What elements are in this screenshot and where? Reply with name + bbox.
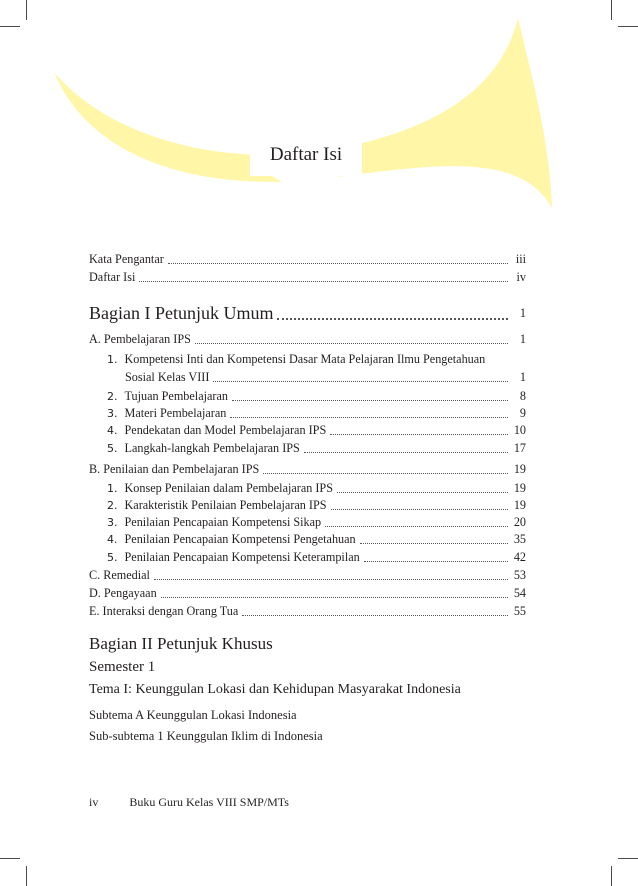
page-footer (89, 795, 289, 810)
leader-dots (364, 560, 508, 562)
toc-section-e[interactable] (89, 604, 526, 619)
toc-part-label: Bagian I Petunjuk Umum (89, 303, 274, 323)
toc-entry-label: Sosial Kelas VIII (125, 370, 210, 384)
item-number: 1. (107, 482, 118, 495)
toc-entry-label: B. Penilaian dan Pembelajaran IPS (89, 462, 260, 476)
toc-entry-label: Kata Pengantar (89, 252, 164, 266)
leader-dots (232, 399, 508, 401)
toc-entry-kata-pengantar[interactable] (89, 252, 526, 267)
toc-page-number: 10 (513, 423, 526, 437)
toc-entry-label: A. Pembelajaran IPS (89, 332, 191, 346)
toc-item-a4[interactable] (107, 423, 526, 438)
leader-dots (331, 508, 508, 510)
toc-entry-label: Pendekatan dan Model Pembelajaran IPS (124, 423, 327, 437)
toc-item-b4[interactable] (107, 532, 526, 547)
toc-page-number: 19 (513, 498, 526, 512)
toc-entry-label: Penilaian Pencapaian Kompetensi Sikap (124, 515, 322, 529)
leader-dots (230, 416, 508, 418)
footer-book-title: Buku Guru Kelas VIII SMP/MTs (129, 795, 289, 809)
toc-page-number: 19 (513, 481, 526, 495)
toc-semester[interactable]: Semester 1 (89, 659, 156, 675)
crop-mark (26, 866, 27, 886)
toc-subtheme[interactable]: Subtema A Keunggulan Lokasi Indonesia (89, 708, 297, 722)
leader-dots (154, 578, 508, 580)
toc-entry-label: Daftar Isi (89, 270, 136, 284)
toc-theme[interactable]: Tema I: Keunggulan Lokasi dan Kehidupan Masyarakat Indonesia (89, 682, 461, 697)
leader-dots (161, 596, 508, 598)
toc-item-b5[interactable] (107, 550, 526, 565)
toc-page-number: 20 (513, 515, 526, 529)
toc-entry-label: Karakteristik Penilaian Pembelajaran IPS (124, 498, 327, 512)
leader-dots (168, 262, 508, 264)
leader-dots (325, 525, 508, 527)
toc-section-a[interactable] (89, 332, 526, 347)
footer-page-number: iv (89, 795, 99, 809)
toc-item-b3[interactable] (107, 515, 526, 530)
toc-page-number: 1 (519, 370, 526, 384)
item-number: 1. (107, 353, 118, 366)
toc-page-number: 9 (519, 406, 526, 420)
toc-page-number: iii (515, 252, 526, 266)
toc-section-d[interactable] (89, 586, 526, 601)
toc-entry-label: E. Interaksi dengan Orang Tua (89, 604, 239, 618)
toc-entry-label: Penilaian Pencapaian Kompetensi Keterampilan (124, 550, 360, 564)
leader-dots (242, 614, 508, 616)
item-number: 3. (107, 407, 118, 420)
item-number: 4. (107, 533, 118, 546)
toc-page-number: 1 (519, 332, 526, 346)
toc-item-a3[interactable] (107, 406, 526, 421)
toc-entry-label: Tujuan Pembelajaran (124, 389, 228, 403)
toc-item-a5[interactable] (107, 441, 526, 456)
toc-item-a2[interactable] (107, 389, 526, 404)
toc-page-number: 42 (513, 550, 526, 564)
header-ribbon (0, 0, 638, 240)
item-number: 2. (107, 499, 118, 512)
crop-mark (611, 866, 612, 886)
toc-page-number: 55 (513, 604, 526, 618)
toc-page-number: 54 (513, 586, 526, 600)
toc-item-b2[interactable] (107, 498, 526, 513)
crop-mark (618, 858, 638, 859)
toc-section-c[interactable] (89, 568, 526, 583)
crop-mark (0, 858, 20, 859)
toc-page-number: 35 (513, 532, 526, 546)
item-number: 5. (107, 442, 118, 455)
leader-dots (304, 451, 508, 453)
toc-page-number: 17 (513, 441, 526, 455)
toc-item-a1-cont[interactable] (125, 370, 526, 385)
item-number: 3. (107, 516, 118, 529)
toc-section-b[interactable] (89, 462, 526, 477)
toc-entry-label: Konsep Penilaian dalam Pembelajaran IPS (124, 481, 333, 495)
item-number: 2. (107, 390, 118, 403)
toc-entry-label: Kompetensi Inti dan Kompetensi Dasar Mata Pelajaran Ilmu Pengetahuan (124, 352, 486, 366)
toc-entry-label: Langkah-langkah Pembelajaran IPS (124, 441, 300, 455)
leader-dots (360, 542, 508, 544)
toc-page-number: 19 (513, 462, 526, 476)
toc-item-a1[interactable] (107, 352, 526, 367)
item-number: 5. (107, 551, 118, 564)
toc-part-1[interactable] (89, 302, 526, 324)
toc-item-b1[interactable] (107, 481, 526, 496)
leader-dots (337, 491, 508, 493)
toc-subsubtheme[interactable]: Sub-subtema 1 Keunggulan Iklim di Indonesia (89, 729, 323, 743)
toc-page-number: iv (516, 270, 526, 284)
leader-dots (263, 472, 508, 474)
toc-part-2-title[interactable]: Bagian II Petunjuk Khusus (89, 634, 273, 653)
leader-dots (277, 317, 508, 320)
toc-entry-daftar-isi[interactable] (89, 270, 526, 285)
toc-entry-label: C. Remedial (89, 568, 150, 582)
leader-dots (213, 380, 508, 382)
toc-page-number: 53 (513, 568, 526, 582)
toc-entry-label: D. Pengayaan (89, 586, 157, 600)
page-title: Daftar Isi (269, 144, 343, 165)
toc-page-number: 8 (519, 389, 526, 403)
toc-entry-label: Penilaian Pencapaian Kompetensi Pengetahuan (124, 532, 356, 546)
leader-dots (330, 433, 508, 435)
leader-dots (195, 342, 508, 344)
toc-page-number: 1 (519, 306, 526, 320)
item-number: 4. (107, 424, 118, 437)
toc-entry-label: Materi Pembelajaran (124, 406, 227, 420)
leader-dots (139, 280, 508, 282)
